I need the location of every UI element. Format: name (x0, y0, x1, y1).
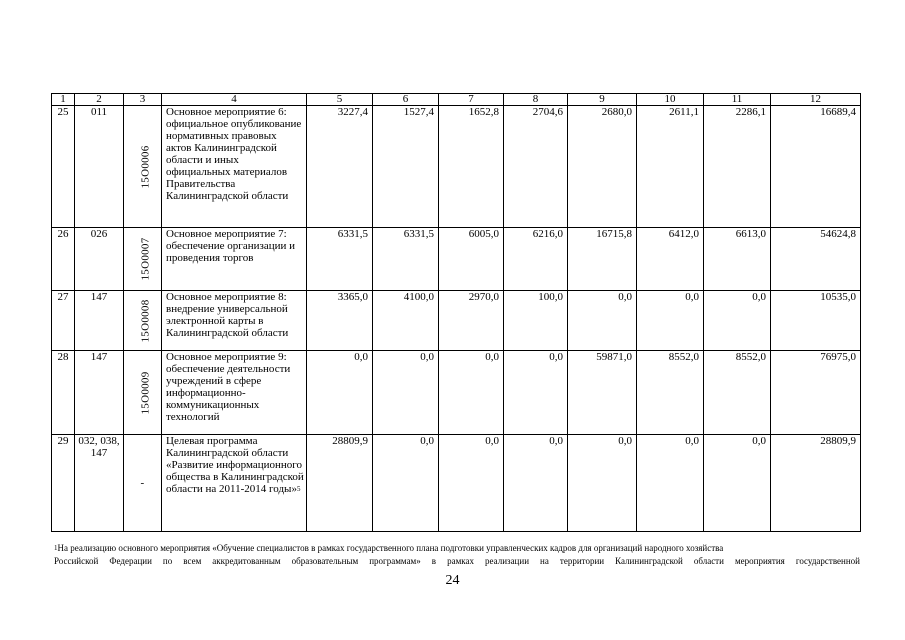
row-description: Основное мероприятие 9: обеспечение деятельности учреждений в сфере информационно-коммуникационных технологий (162, 351, 307, 435)
value-cell: 0,0 (504, 435, 568, 532)
value-cell: 0,0 (568, 435, 637, 532)
value-cell: 0,0 (439, 351, 504, 435)
value-cell: 0,0 (373, 435, 439, 532)
header-cell: 9 (568, 94, 637, 106)
value-cell: 1652,8 (439, 106, 504, 228)
row-code-2: 011 (75, 106, 124, 228)
row-number: 25 (52, 106, 75, 228)
value-cell: 2970,0 (439, 291, 504, 351)
value-cell: 0,0 (307, 351, 373, 435)
row-description (162, 435, 307, 532)
header-cell: 5 (307, 94, 373, 106)
value-cell: 2704,6 (504, 106, 568, 228)
value-cell: 16715,8 (568, 228, 637, 291)
footnote-line-1-text: На реализацию основного мероприятия «Обучение специалистов в рамках государственного плана подготовки управленческих кадров для организаций народного хозяйства (57, 543, 724, 553)
value-cell: 2286,1 (704, 106, 771, 228)
value-cell: 3227,4 (307, 106, 373, 228)
value-cell: 6412,0 (637, 228, 704, 291)
row-budget-code (124, 351, 162, 435)
program-table (51, 93, 861, 532)
header-cell: 4 (162, 94, 307, 106)
value-cell: 0,0 (373, 351, 439, 435)
row-code-2: 032, 038, 147 (75, 435, 124, 532)
value-cell: 8552,0 (704, 351, 771, 435)
row-number: 26 (52, 228, 75, 291)
footnote (54, 542, 860, 568)
value-cell: 28809,9 (307, 435, 373, 532)
row-budget-code (124, 291, 162, 351)
table-row (52, 228, 861, 291)
value-cell: 0,0 (637, 291, 704, 351)
value-cell: 28809,9 (771, 435, 861, 532)
value-cell: 4100,0 (373, 291, 439, 351)
page-number: 24 (445, 573, 460, 588)
row-code-2: 147 (75, 351, 124, 435)
value-cell: 6331,5 (373, 228, 439, 291)
value-cell: 1527,4 (373, 106, 439, 228)
footnote-ref: 5 (296, 485, 301, 493)
header-cell: 7 (439, 94, 504, 106)
row-budget-code (124, 435, 162, 532)
row-code-2: 147 (75, 291, 124, 351)
value-cell: 100,0 (504, 291, 568, 351)
footnote-line-1 (54, 543, 723, 553)
value-cell: 10535,0 (771, 291, 861, 351)
header-cell: 10 (637, 94, 704, 106)
value-cell: 54624,8 (771, 228, 861, 291)
value-cell: 2611,1 (637, 106, 704, 228)
table-row (52, 106, 861, 228)
row-description: Основное мероприятие 6: официальное опубликование нормативных правовых актов Калининградской области и иных официальных материалов Правительства Калининградской области (162, 106, 307, 228)
budget-code-text: - (140, 477, 145, 489)
value-cell: 2680,0 (568, 106, 637, 228)
budget-code-text: 15О0009 (139, 370, 152, 415)
row-code-2: 026 (75, 228, 124, 291)
value-cell: 16689,4 (771, 106, 861, 228)
value-cell: 0,0 (504, 351, 568, 435)
value-cell: 0,0 (439, 435, 504, 532)
header-cell: 6 (373, 94, 439, 106)
footnote-marker: 1 (54, 544, 58, 552)
footnote-line-2: Российской Федерации по всем аккредитованным образовательным программам» в рамках реализации на территории Калининградской области мероприятия государственной (54, 556, 860, 566)
value-cell: 0,0 (704, 435, 771, 532)
value-cell: 6331,5 (307, 228, 373, 291)
header-cell: 11 (704, 94, 771, 106)
row-number: 29 (52, 435, 75, 532)
row-budget-code (124, 106, 162, 228)
header-cell: 8 (504, 94, 568, 106)
table-row (52, 291, 861, 351)
row-description: Основное мероприятие 8: внедрение универсальной электронной карты в Калининградской области (162, 291, 307, 351)
row-description: Основное мероприятие 7: обеспечение организации и проведения торгов (162, 228, 307, 291)
header-cell: 2 (75, 94, 124, 106)
description-text: Целевая программа Калининградской области «Развитие информационного общества в Калининградской области на 2011-2014 годы» (166, 435, 304, 495)
value-cell: 6005,0 (439, 228, 504, 291)
value-cell: 3365,0 (307, 291, 373, 351)
value-cell: 76975,0 (771, 351, 861, 435)
value-cell: 0,0 (568, 291, 637, 351)
value-cell: 59871,0 (568, 351, 637, 435)
row-number: 27 (52, 291, 75, 351)
value-cell: 6613,0 (704, 228, 771, 291)
value-cell: 8552,0 (637, 351, 704, 435)
budget-code-text: 15О0007 (139, 237, 152, 281)
row-number: 28 (52, 351, 75, 435)
header-row (52, 94, 861, 106)
table-row (52, 351, 861, 435)
budget-code-text: 15О0006 (139, 144, 152, 189)
value-cell: 0,0 (704, 291, 771, 351)
header-cell: 12 (771, 94, 861, 106)
header-cell: 1 (52, 94, 75, 106)
table-row (52, 435, 861, 532)
header-cell: 3 (124, 94, 162, 106)
value-cell: 6216,0 (504, 228, 568, 291)
budget-code-text: 15О0008 (139, 298, 152, 343)
value-cell: 0,0 (637, 435, 704, 532)
row-budget-code (124, 228, 162, 291)
